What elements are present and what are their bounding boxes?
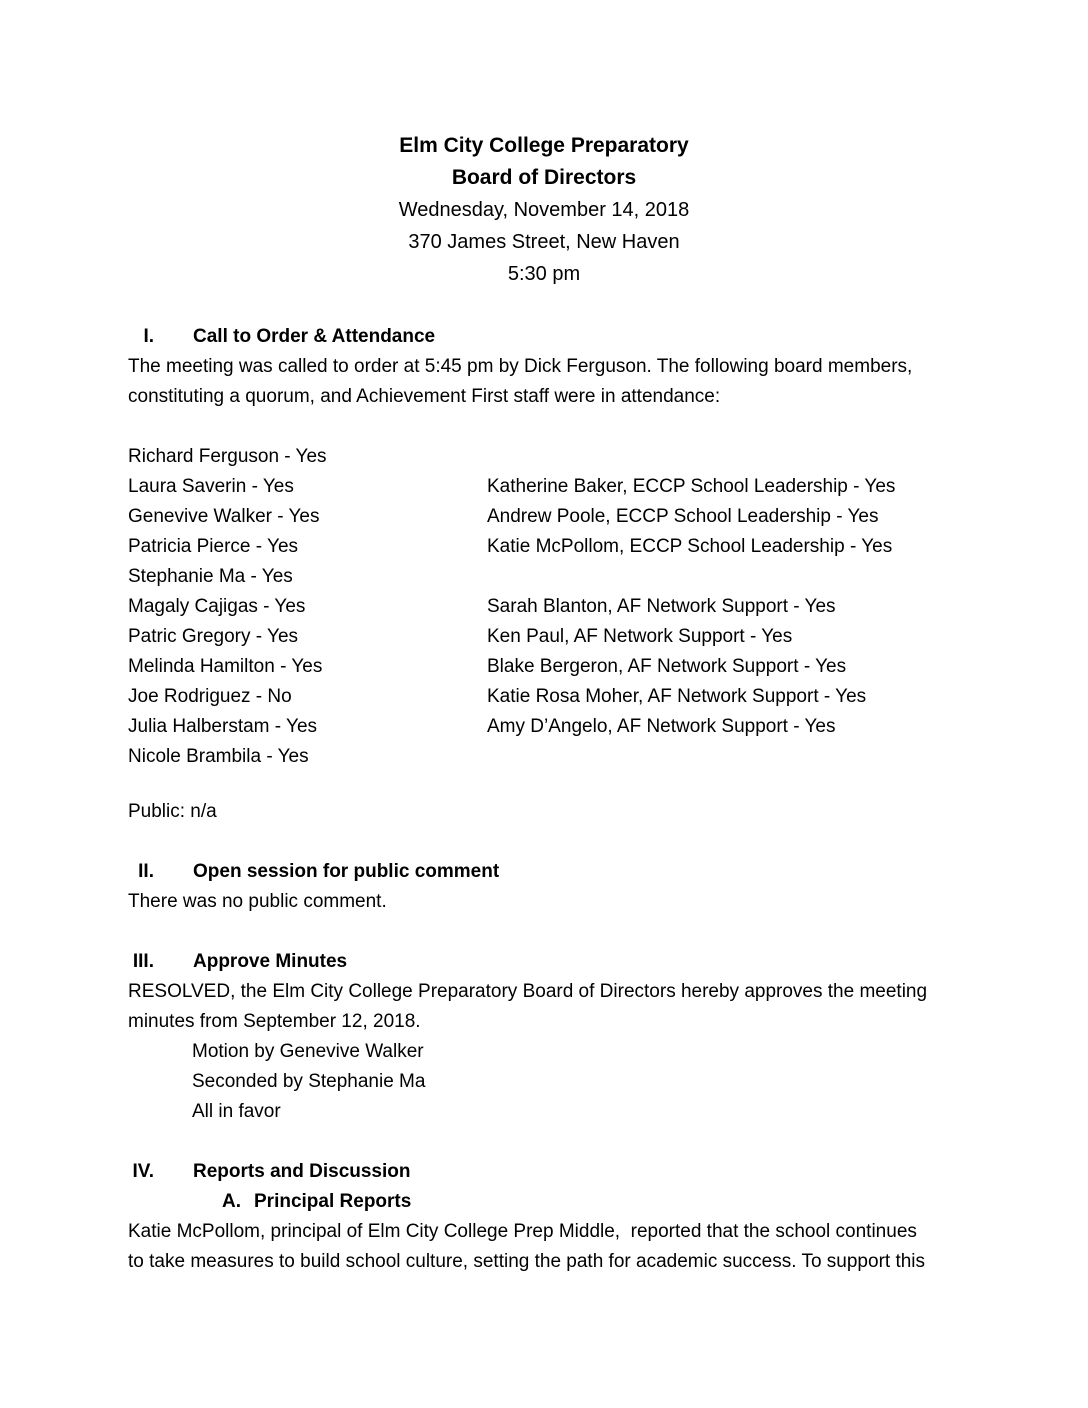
attendance-row (0, 592, 1088, 622)
section-1-heading-row (0, 322, 1088, 352)
principal-reports-subheading (0, 1187, 1088, 1217)
attendee-staff: Katie McPollom, ECCP School Leadership - Yes (487, 536, 893, 557)
meeting-address: 370 James Street, New Haven (408, 231, 680, 253)
attendance-row (0, 562, 1088, 592)
attendance-row (0, 652, 1088, 682)
section-1-body-line: The meeting was called to order at 5:45 pm by Dick Ferguson. The following board members, (128, 356, 913, 377)
section-3-body-line: minutes from September 12, 2018. (128, 1011, 421, 1032)
attendance-row (0, 442, 1088, 472)
in-favor-line: All in favor (192, 1101, 281, 1122)
attendance-row (0, 712, 1088, 742)
attendee-staff: Amy D’Angelo, AF Network Support - Yes (487, 716, 836, 737)
attendee-board: Genevive Walker - Yes (128, 506, 320, 527)
section-1-heading: Call to Order & Attendance (193, 326, 436, 347)
spacer (0, 827, 1088, 857)
section-3-heading: Approve Minutes (193, 951, 348, 972)
attendance-row (0, 502, 1088, 532)
spacer (0, 772, 1088, 797)
section-4-numeral: IV. (132, 1161, 154, 1182)
subheading-title: Principal Reports (254, 1191, 412, 1212)
attendee-staff: Sarah Blanton, AF Network Support - Yes (487, 596, 836, 617)
section-1-body-line: constituting a quorum, and Achievement First staff were in attendance: (128, 386, 721, 407)
seconded-line: Seconded by Stephanie Ma (192, 1071, 426, 1092)
public-note: Public: n/a (128, 801, 217, 822)
section-3-heading-row (0, 947, 1088, 977)
spacer (0, 412, 1088, 442)
attendance-row (0, 742, 1088, 772)
section-4-heading-row (0, 1157, 1088, 1187)
attendance-row (0, 622, 1088, 652)
section-4-body-line: Katie McPollom, principal of Elm City College Prep Middle, reported that the school continues (128, 1221, 917, 1242)
section-4-heading: Reports and Discussion (193, 1161, 411, 1182)
subheading-label: A. (222, 1191, 241, 1212)
section-2-body-line: There was no public comment. (128, 891, 387, 912)
meeting-date: Wednesday, November 14, 2018 (398, 199, 690, 221)
attendee-board: Stephanie Ma - Yes (128, 566, 293, 587)
attendee-board: Richard Ferguson - Yes (128, 446, 327, 467)
section-2-numeral: II. (138, 861, 154, 882)
attendee-board: Nicole Brambila - Yes (128, 746, 309, 767)
section-3-body-line: RESOLVED, the Elm City College Preparatory Board of Directors hereby approves the meeting (128, 981, 928, 1002)
attendee-staff: Andrew Poole, ECCP School Leadership - Yes (487, 506, 879, 527)
spacer (0, 290, 1088, 322)
section-4-body-line: to take measures to build school culture, setting the path for academic success. To support this (128, 1251, 926, 1272)
section-3-numeral: III. (132, 951, 154, 972)
meeting-time: 5:30 pm (507, 263, 581, 285)
attendee-staff: Katherine Baker, ECCP School Leadership - Yes (487, 476, 896, 497)
document-title: Elm City College Preparatory (399, 134, 689, 157)
attendee-staff: Ken Paul, AF Network Support - Yes (487, 626, 793, 647)
attendee-board: Melinda Hamilton - Yes (128, 656, 323, 677)
attendance-row (0, 682, 1088, 712)
spacer (0, 917, 1088, 947)
attendee-board: Laura Saverin - Yes (128, 476, 294, 497)
section-2-heading: Open session for public comment (193, 861, 500, 882)
attendee-staff: Katie Rosa Moher, AF Network Support - Yes (487, 686, 867, 707)
title-block (0, 0, 1088, 290)
attendee-board: Patricia Pierce - Yes (128, 536, 299, 557)
attendee-board: Magaly Cajigas - Yes (128, 596, 306, 617)
section-1-numeral: I. (143, 326, 154, 347)
attendee-board: Joe Rodriguez - No (128, 686, 292, 707)
attendee-board: Patric Gregory - Yes (128, 626, 299, 647)
attendance-list (0, 442, 1088, 772)
attendance-row (0, 472, 1088, 502)
motion-line: Motion by Genevive Walker (192, 1041, 424, 1062)
section-2-heading-row (0, 857, 1088, 887)
attendee-board: Julia Halberstam - Yes (128, 716, 318, 737)
spacer (0, 1127, 1088, 1157)
document-subtitle: Board of Directors (451, 166, 637, 189)
attendee-staff: Blake Bergeron, AF Network Support - Yes (487, 656, 847, 677)
attendance-row (0, 532, 1088, 562)
